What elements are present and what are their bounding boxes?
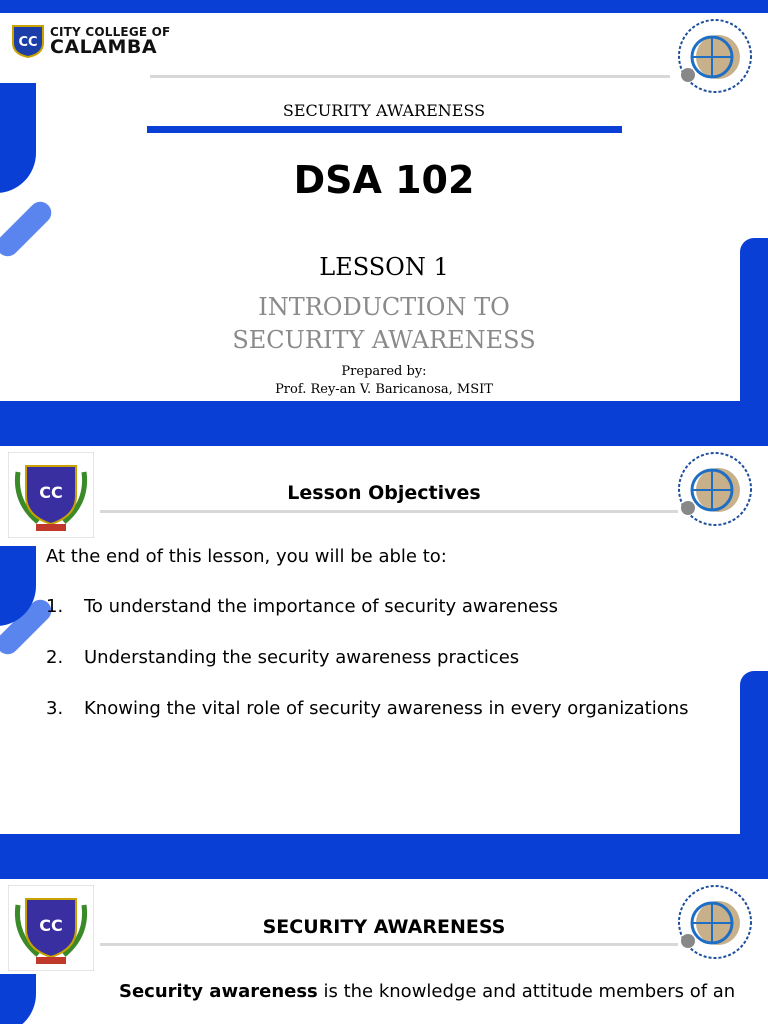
college-shield-icon: [10, 23, 46, 59]
list-item: [46, 596, 689, 647]
section-title: SECURITY AWARENESS: [262, 916, 506, 938]
objectives-title: Lesson Objectives: [287, 482, 481, 504]
divider: [100, 943, 678, 946]
definition-text: [119, 981, 735, 1002]
svg-text:CC: CC: [39, 916, 63, 935]
item-number: 3.: [46, 698, 64, 719]
item-text: Knowing the vital role of security awareness in every organizations: [84, 698, 689, 719]
prepared-by: [0, 363, 768, 399]
slide-header: SECURITY AWARENESS: [282, 101, 486, 120]
definition-term: Security awareness: [119, 981, 318, 1002]
logo-line-1: CITY COLLEGE OF: [50, 24, 171, 39]
svg-text:CC: CC: [18, 35, 38, 50]
department-seal-icon: [674, 15, 756, 97]
prepared-name: Prof. Rey-an V. Baricanosa, MSIT: [275, 382, 493, 397]
svg-text:CC: CC: [39, 483, 63, 502]
course-code: DSA 102: [293, 158, 475, 202]
item-number: 1.: [46, 596, 64, 617]
objectives-intro: At the end of this lesson, you will be able to:: [46, 546, 447, 567]
decorative-shape: [740, 671, 768, 834]
list-item: [46, 647, 689, 698]
prepared-label: Prepared by:: [341, 364, 427, 379]
item-text: Understanding the security awareness practices: [84, 647, 520, 668]
security-awareness-slide: [0, 879, 768, 1024]
title-slide: [0, 13, 768, 401]
lesson-number: LESSON 1: [319, 253, 449, 281]
item-number: 2.: [46, 647, 64, 668]
objectives-list: [46, 596, 689, 749]
list-item: [46, 698, 689, 749]
lesson-title: INTRODUCTION TO SECURITY AWARENESS: [232, 293, 536, 354]
item-text: To understand the importance of security awareness: [84, 596, 558, 617]
decorative-pill: [0, 197, 56, 261]
college-logo: [10, 23, 170, 59]
objectives-slide: [0, 446, 768, 834]
decorative-shape: [0, 974, 36, 1024]
definition-body: is the knowledge and attitude members of an: [317, 981, 736, 1002]
divider: [150, 75, 670, 78]
divider: [100, 510, 678, 513]
logo-line-2: CALAMBA: [50, 35, 158, 58]
header-underline: [147, 126, 622, 133]
